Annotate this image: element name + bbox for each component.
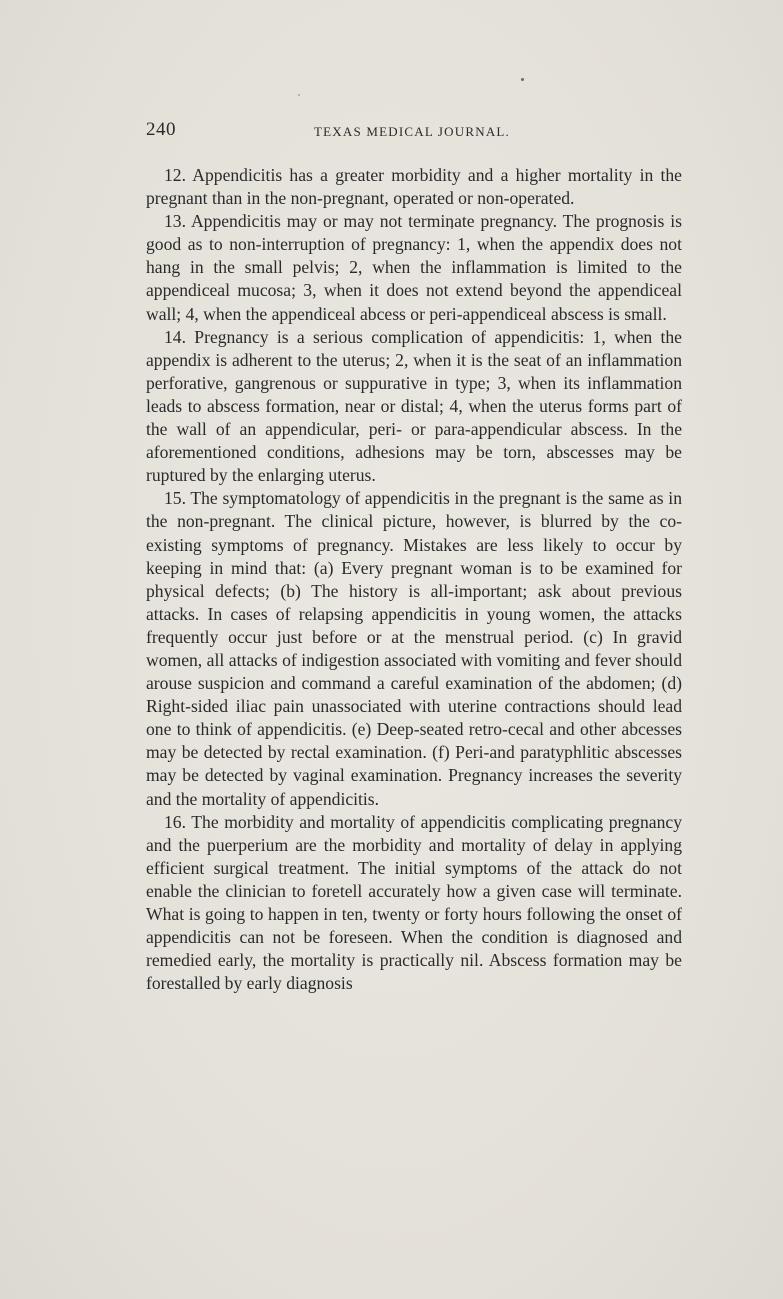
paragraph-14: 14. Pregnancy is a serious complication of appendicitis: 1, when the appendix is adherent to the uterus; 2, when it is the seat of an inflammation perforative, gangrenous or suppurative in type; 3, when its inflammation leads to abscess formation, near or distal; 4, when the uterus forms part of the wall of an appendicular, peri- or para-appendicular abscess. In the aforementioned conditions, adhesions may be torn, abscesses may be ruptured by the enlarging uterus. — [146, 326, 682, 486]
page-number: 240 — [146, 119, 176, 140]
print-speck — [521, 78, 524, 81]
paragraph-16: 16. The morbidity and mortality of appendicitis complicating pregnancy and the puerperium are the morbidity and mortality of delay in applying efficient surgical treatment. The initial symptoms of the attack do not enable the clinician to foretell accurately how a given case will terminate. What is going to happen in ten, twenty or forty hours following the onset of appendicitis can not be foreseen. When the condition is diagnosed and remedied early, the mortality is practically nil. Abscess formation may be forestalled by early diagnosis — [146, 811, 682, 994]
page-header — [146, 119, 682, 143]
print-speck — [298, 94, 300, 96]
paragraph-12: 12. Appendicitis has a greater morbidity and a higher mortality in the pregnant than in the non-pregnant, operated or non-operated. — [146, 165, 682, 209]
paragraph-15: 15. The symptomatology of appendicitis in the pregnant is the same as in the non-pregnant. The clinical picture, however, is blurred by the co-existing symptoms of pregnancy. Mistakes are less likely to occur by keeping in mind that: (a) Every pregnant woman is to be examined for physical defects; (b) The history is all-important; ask about previous attacks. In cases of relapsing appendicitis in young women, the attacks frequently occur just before or at the menstrual period. (c) In gravid women, all attacks of indigestion associated with vomiting and fever should arouse suspicion and command a careful examination of the abdomen; (d) Right-sided iliac pain unassociated with uterine contractions should lead one to think of appendicitis. (e) Deep-seated retro-cecal and other abcesses may be detected by rectal examination. (f) Peri-and paratyphlitic abscesses may be detected by vaginal examination. Pregnancy increases the severity and the mortality of appendicitis. — [146, 488, 682, 809]
paragraph-13: 13. Appendicitis may or may not terminate pregnancy. The prognosis is good as to non-interruption of pregnancy: 1, when the appendix does not hang in the small pelvis; 2, when the inflammation is limited to the appendiceal mucosa; 3, when it does not extend beyond the appendiceal wall; 4, when the appendiceal abcess or peri-appendiceal abscess is small. — [146, 211, 682, 324]
running-head: TEXAS MEDICAL JOURNAL. — [314, 124, 510, 139]
body-text — [146, 164, 682, 995]
